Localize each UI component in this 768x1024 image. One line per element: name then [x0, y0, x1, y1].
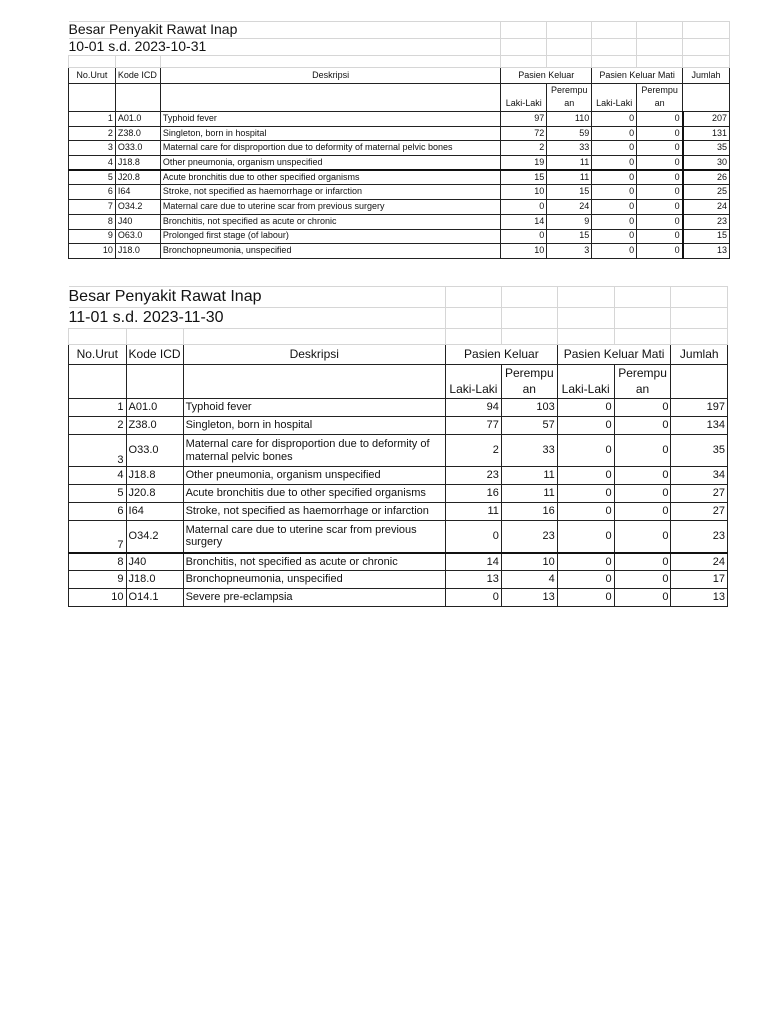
cell-mati-laki: 0: [557, 521, 614, 553]
cell-mati-perempuan: 0: [614, 467, 671, 485]
cell-desc: Maternal care due to uterine scar from previous surgery: [160, 200, 500, 215]
cell-keluar-perempuan: 16: [501, 503, 557, 521]
cell-no: 7: [69, 521, 127, 553]
cell-mati-perempuan: 0: [614, 503, 671, 521]
cell-jumlah: 34: [671, 467, 728, 485]
cell-jumlah: 207: [683, 112, 730, 127]
cell-mati-laki: 0: [557, 571, 614, 589]
table-row: [69, 485, 728, 503]
cell-icd: O33.0: [126, 435, 183, 467]
report-period: 10-01 s.d. 2023-10-31: [69, 39, 501, 56]
table-row: [69, 112, 730, 127]
cell-keluar-perempuan: 13: [501, 589, 557, 607]
cell-no: 3: [69, 141, 116, 156]
cell-jumlah: 23: [671, 521, 728, 553]
cell-keluar-laki: 0: [445, 521, 501, 553]
cell-desc: Severe pre-eclampsia: [183, 589, 445, 607]
cell-keluar-laki: 94: [445, 399, 501, 417]
header-kode-icd: Kode ICD: [126, 345, 183, 365]
cell-jumlah: 27: [671, 503, 728, 521]
report-november: [68, 286, 728, 607]
cell-keluar-laki: 13: [445, 571, 501, 589]
cell-icd: O34.2: [126, 521, 183, 553]
cell-icd: J18.0: [126, 571, 183, 589]
cell-keluar-laki: 15: [501, 170, 547, 185]
cell-jumlah: 25: [683, 185, 730, 200]
cell-mati-laki: 0: [592, 229, 637, 244]
table-row: [69, 553, 728, 571]
cell-mati-perempuan: 0: [614, 417, 671, 435]
cell-keluar-laki: 72: [501, 126, 547, 141]
header-perempuan-mati-b: an: [637, 98, 683, 112]
cell-mati-perempuan: 0: [614, 571, 671, 589]
table-row: [69, 126, 730, 141]
cell-jumlah: 15: [683, 229, 730, 244]
cell-icd: I64: [126, 503, 183, 521]
report-title: Besar Penyakit Rawat Inap: [69, 287, 446, 308]
header-deskripsi: Deskripsi: [160, 68, 500, 84]
cell-mati-laki: 0: [557, 399, 614, 417]
report-title: Besar Penyakit Rawat Inap: [69, 22, 501, 39]
cell-mati-laki: 0: [592, 170, 637, 185]
cell-jumlah: 13: [671, 589, 728, 607]
table-row: [69, 417, 728, 435]
cell-mati-laki: 0: [592, 156, 637, 171]
cell-mati-laki: 0: [557, 435, 614, 467]
cell-no: 5: [69, 485, 127, 503]
cell-no: 8: [69, 214, 116, 229]
cell-keluar-perempuan: 57: [501, 417, 557, 435]
cell-mati-perempuan: 0: [637, 244, 683, 259]
cell-icd: O14.1: [126, 589, 183, 607]
table-row: [69, 503, 728, 521]
cell-mati-laki: 0: [557, 417, 614, 435]
cell-mati-perempuan: 0: [614, 435, 671, 467]
cell-desc: Prolonged first stage (of labour): [160, 229, 500, 244]
cell-desc: Typhoid fever: [183, 399, 445, 417]
cell-mati-laki: 0: [592, 112, 637, 127]
header-laki-laki-keluar: Laki-Laki: [501, 98, 547, 112]
cell-keluar-perempuan: 33: [547, 141, 592, 156]
cell-jumlah: 35: [683, 141, 730, 156]
cell-mati-perempuan: 0: [637, 126, 683, 141]
cell-desc: Maternal care due to uterine scar from previous surgery: [183, 521, 445, 553]
cell-mati-perempuan: 0: [637, 156, 683, 171]
cell-keluar-perempuan: 11: [501, 485, 557, 503]
cell-no: 10: [69, 244, 116, 259]
cell-jumlah: 23: [683, 214, 730, 229]
cell-desc: Typhoid fever: [160, 112, 500, 127]
cell-no: 9: [69, 571, 127, 589]
cell-no: 6: [69, 185, 116, 200]
cell-mati-laki: 0: [557, 553, 614, 571]
cell-mati-perempuan: 0: [637, 200, 683, 215]
cell-keluar-perempuan: 103: [501, 399, 557, 417]
table-row: [69, 571, 728, 589]
cell-keluar-perempuan: 11: [547, 156, 592, 171]
cell-keluar-perempuan: 23: [501, 521, 557, 553]
report-october-table: [68, 21, 730, 259]
cell-mati-perempuan: 0: [637, 170, 683, 185]
cell-icd: J20.8: [115, 170, 160, 185]
cell-keluar-perempuan: 24: [547, 200, 592, 215]
cell-keluar-laki: 11: [445, 503, 501, 521]
cell-no: 6: [69, 503, 127, 521]
cell-no: 2: [69, 417, 127, 435]
cell-icd: O34.2: [115, 200, 160, 215]
cell-keluar-perempuan: 3: [547, 244, 592, 259]
cell-keluar-perempuan: 59: [547, 126, 592, 141]
cell-mati-perempuan: 0: [614, 521, 671, 553]
cell-desc: Other pneumonia, organism unspecified: [160, 156, 500, 171]
table-row: [69, 244, 730, 259]
cell-no: 10: [69, 589, 127, 607]
cell-icd: J18.0: [115, 244, 160, 259]
cell-no: 9: [69, 229, 116, 244]
header-perempuan-keluar-b: an: [547, 98, 592, 112]
cell-mati-perempuan: 0: [637, 185, 683, 200]
cell-keluar-perempuan: 110: [547, 112, 592, 127]
header-jumlah: Jumlah: [671, 345, 728, 365]
cell-icd: J18.8: [115, 156, 160, 171]
header-jumlah: Jumlah: [683, 68, 730, 84]
cell-desc: Bronchopneumonia, unspecified: [183, 571, 445, 589]
cell-icd: A01.0: [126, 399, 183, 417]
cell-jumlah: 30: [683, 156, 730, 171]
header-laki-laki-mati: Laki-Laki: [557, 382, 614, 399]
cell-desc: Singleton, born in hospital: [160, 126, 500, 141]
report-november-table: [68, 286, 728, 607]
cell-mati-perempuan: 0: [614, 399, 671, 417]
cell-no: 1: [69, 399, 127, 417]
cell-mati-perempuan: 0: [637, 229, 683, 244]
cell-icd: A01.0: [115, 112, 160, 127]
cell-no: 3: [69, 435, 127, 467]
cell-no: 4: [69, 156, 116, 171]
cell-keluar-perempuan: 11: [501, 467, 557, 485]
cell-keluar-laki: 19: [501, 156, 547, 171]
cell-mati-perempuan: 0: [637, 112, 683, 127]
cell-mati-perempuan: 0: [614, 553, 671, 571]
table-row: [69, 156, 730, 171]
cell-jumlah: 197: [671, 399, 728, 417]
table-row: [69, 141, 730, 156]
cell-keluar-laki: 10: [501, 185, 547, 200]
cell-desc: Singleton, born in hospital: [183, 417, 445, 435]
header-deskripsi: Deskripsi: [183, 345, 445, 365]
cell-desc: Bronchopneumonia, unspecified: [160, 244, 500, 259]
cell-keluar-perempuan: 15: [547, 185, 592, 200]
table-row: [69, 467, 728, 485]
header-laki-laki-mati: Laki-Laki: [592, 98, 637, 112]
cell-keluar-laki: 97: [501, 112, 547, 127]
cell-no: 2: [69, 126, 116, 141]
cell-icd: J18.8: [126, 467, 183, 485]
cell-no: 7: [69, 200, 116, 215]
cell-no: 8: [69, 553, 127, 571]
cell-desc: Acute bronchitis due to other specified organisms: [160, 170, 500, 185]
cell-jumlah: 24: [671, 553, 728, 571]
header-perempuan-mati-b: an: [614, 382, 671, 399]
cell-keluar-laki: 0: [445, 589, 501, 607]
table-row: [69, 229, 730, 244]
cell-desc: Maternal care for disproportion due to deformity of maternal pelvic bones: [160, 141, 500, 156]
header-kode-icd: Kode ICD: [115, 68, 160, 84]
cell-jumlah: 24: [683, 200, 730, 215]
cell-mati-laki: 0: [592, 141, 637, 156]
cell-mati-laki: 0: [592, 244, 637, 259]
header-pasien-keluar: Pasien Keluar: [445, 345, 557, 365]
cell-jumlah: 13: [683, 244, 730, 259]
cell-no: 4: [69, 467, 127, 485]
cell-icd: J20.8: [126, 485, 183, 503]
header-laki-laki-keluar: Laki-Laki: [445, 382, 501, 399]
cell-mati-laki: 0: [557, 467, 614, 485]
header-perempuan-keluar-a: Perempu: [547, 84, 592, 98]
cell-keluar-laki: 2: [445, 435, 501, 467]
cell-icd: Z38.0: [115, 126, 160, 141]
cell-desc: Stroke, not specified as haemorrhage or infarction: [183, 503, 445, 521]
cell-no: 5: [69, 170, 116, 185]
cell-keluar-perempuan: 15: [547, 229, 592, 244]
cell-desc: Maternal care for disproportion due to deformity of maternal pelvic bones: [183, 435, 445, 467]
header-pasien-keluar: Pasien Keluar: [501, 68, 592, 84]
cell-mati-laki: 0: [592, 185, 637, 200]
cell-keluar-laki: 77: [445, 417, 501, 435]
header-perempuan-keluar-b: an: [501, 382, 557, 399]
table-row: [69, 170, 730, 185]
cell-icd: O33.0: [115, 141, 160, 156]
cell-mati-laki: 0: [592, 214, 637, 229]
cell-jumlah: 27: [671, 485, 728, 503]
cell-mati-perempuan: 0: [614, 485, 671, 503]
table-row: [69, 214, 730, 229]
cell-mati-laki: 0: [557, 589, 614, 607]
table-row: [69, 589, 728, 607]
cell-jumlah: 131: [683, 126, 730, 141]
header-perempuan-mati-a: Perempu: [637, 84, 683, 98]
cell-keluar-laki: 0: [501, 200, 547, 215]
cell-keluar-laki: 0: [501, 229, 547, 244]
cell-keluar-perempuan: 9: [547, 214, 592, 229]
table-row: [69, 399, 728, 417]
cell-keluar-perempuan: 33: [501, 435, 557, 467]
cell-jumlah: 17: [671, 571, 728, 589]
cell-keluar-laki: 14: [445, 553, 501, 571]
cell-mati-laki: 0: [557, 485, 614, 503]
header-no-urut: No.Urut: [69, 68, 116, 84]
cell-desc: Other pneumonia, organism unspecified: [183, 467, 445, 485]
cell-keluar-laki: 23: [445, 467, 501, 485]
cell-mati-laki: 0: [592, 200, 637, 215]
report-october: [68, 21, 730, 259]
cell-mati-perempuan: 0: [614, 589, 671, 607]
header-pasien-keluar-mati: Pasien Keluar Mati: [557, 345, 671, 365]
table-row: [69, 521, 728, 553]
cell-keluar-perempuan: 10: [501, 553, 557, 571]
header-perempuan-mati-a: Perempu: [614, 365, 671, 382]
cell-keluar-laki: 10: [501, 244, 547, 259]
header-perempuan-keluar-a: Perempu: [501, 365, 557, 382]
cell-mati-perempuan: 0: [637, 214, 683, 229]
cell-mati-laki: 0: [592, 126, 637, 141]
cell-keluar-perempuan: 4: [501, 571, 557, 589]
cell-desc: Bronchitis, not specified as acute or chronic: [160, 214, 500, 229]
report-period: 11-01 s.d. 2023-11-30: [69, 308, 446, 329]
cell-desc: Stroke, not specified as haemorrhage or infarction: [160, 185, 500, 200]
cell-keluar-laki: 2: [501, 141, 547, 156]
cell-icd: O63.0: [115, 229, 160, 244]
cell-keluar-perempuan: 11: [547, 170, 592, 185]
cell-jumlah: 26: [683, 170, 730, 185]
cell-keluar-laki: 14: [501, 214, 547, 229]
table-row: [69, 185, 730, 200]
header-pasien-keluar-mati: Pasien Keluar Mati: [592, 68, 683, 84]
header-no-urut: No.Urut: [69, 345, 127, 365]
table-row: [69, 435, 728, 467]
cell-icd: Z38.0: [126, 417, 183, 435]
cell-desc: Acute bronchitis due to other specified organisms: [183, 485, 445, 503]
cell-icd: J40: [115, 214, 160, 229]
table-row: [69, 200, 730, 215]
cell-desc: Bronchitis, not specified as acute or chronic: [183, 553, 445, 571]
cell-jumlah: 35: [671, 435, 728, 467]
cell-keluar-laki: 16: [445, 485, 501, 503]
cell-mati-perempuan: 0: [637, 141, 683, 156]
cell-icd: J40: [126, 553, 183, 571]
cell-icd: I64: [115, 185, 160, 200]
cell-jumlah: 134: [671, 417, 728, 435]
cell-mati-laki: 0: [557, 503, 614, 521]
cell-no: 1: [69, 112, 116, 127]
